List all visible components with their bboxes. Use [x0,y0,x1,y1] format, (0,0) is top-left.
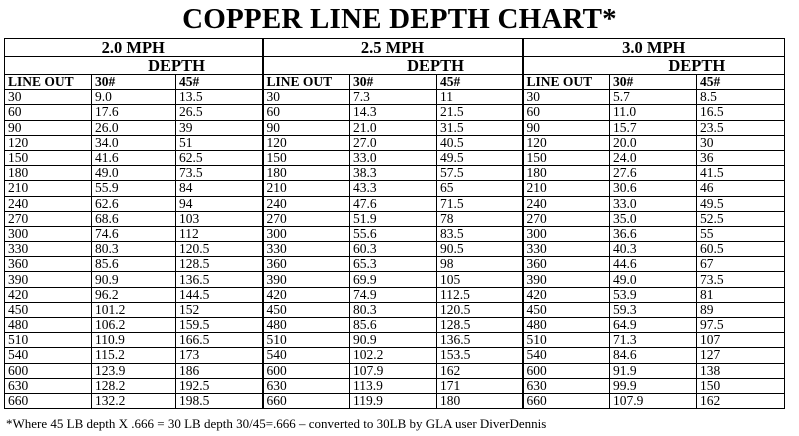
depth-header-spacer [5,57,92,75]
table-cell: 123.9 [92,363,176,378]
table-cell: 21.0 [350,120,437,135]
table-cell: 128.5 [437,318,523,333]
table-cell: 65.3 [350,257,437,272]
column-header-45lb: 45# [437,75,523,90]
table-cell: 480 [523,318,610,333]
table-cell: 510 [263,333,350,348]
table-cell: 84 [176,181,263,196]
table-cell: 60 [5,105,92,120]
table-cell: 23.5 [697,120,785,135]
table-cell: 36 [697,150,785,165]
table-cell: 480 [263,318,350,333]
table-cell: 40.3 [610,242,697,257]
table-cell: 30.6 [610,181,697,196]
table-cell: 41.6 [92,150,176,165]
table-row [5,166,785,181]
table-cell: 69.9 [350,272,437,287]
table-cell: 119.9 [350,393,437,408]
table-cell: 540 [263,348,350,363]
table-cell: 47.6 [350,196,437,211]
table-cell: 600 [523,363,610,378]
table-row [5,211,785,226]
table-cell: 136.5 [437,333,523,348]
table-cell: 30 [263,90,350,105]
table-cell: 11 [437,90,523,105]
table-cell: 150 [697,378,785,393]
table-cell: 71.3 [610,333,697,348]
table-cell: 330 [263,242,350,257]
table-cell: 240 [263,196,350,211]
table-cell: 49.0 [92,166,176,181]
table-row [5,287,785,302]
table-row [5,257,785,272]
table-cell: 300 [5,226,92,241]
table-cell: 38.3 [350,166,437,181]
table-cell: 60.5 [697,242,785,257]
table-cell: 192.5 [176,378,263,393]
table-cell: 210 [263,181,350,196]
table-cell: 85.6 [92,257,176,272]
table-cell: 26.0 [92,120,176,135]
table-cell: 171 [437,378,523,393]
table-cell: 27.6 [610,166,697,181]
table-cell: 450 [263,302,350,317]
column-header-line-out: LINE OUT [263,75,350,90]
table-cell: 55.6 [350,226,437,241]
table-cell: 46 [697,181,785,196]
table-cell: 600 [263,363,350,378]
table-cell: 65 [437,181,523,196]
table-cell: 630 [263,378,350,393]
column-header-line-out: LINE OUT [5,75,92,90]
table-cell: 15.7 [610,120,697,135]
column-header-30lb: 30# [92,75,176,90]
table-cell: 60 [523,105,610,120]
table-cell: 59.3 [610,302,697,317]
table-cell: 51.9 [350,211,437,226]
depth-table-container [4,38,784,409]
table-cell: 120.5 [176,242,263,257]
table-cell: 450 [523,302,610,317]
table-row [5,302,785,317]
table-cell: 107.9 [350,363,437,378]
table-cell: 180 [437,393,523,408]
table-row [5,378,785,393]
column-header-45lb: 45# [176,75,263,90]
column-header-30lb: 30# [350,75,437,90]
table-cell: 35.0 [610,211,697,226]
table-cell: 510 [5,333,92,348]
table-cell: 33.0 [350,150,437,165]
table-cell: 166.5 [176,333,263,348]
table-cell: 180 [5,166,92,181]
depth-header-row [5,57,785,75]
table-cell: 90.9 [92,272,176,287]
table-cell: 96.2 [92,287,176,302]
table-cell: 152 [176,302,263,317]
table-cell: 53.9 [610,287,697,302]
table-row [5,196,785,211]
table-cell: 198.5 [176,393,263,408]
table-cell: 107 [697,333,785,348]
table-cell: 128.2 [92,378,176,393]
table-cell: 20.0 [610,135,697,150]
table-cell: 81 [697,287,785,302]
depth-header: DEPTH [610,57,785,75]
table-cell: 51 [176,135,263,150]
table-cell: 150 [5,150,92,165]
table-row [5,90,785,105]
table-cell: 132.2 [92,393,176,408]
table-cell: 180 [263,166,350,181]
table-cell: 136.5 [176,272,263,287]
table-cell: 270 [5,211,92,226]
speed-header-row [5,39,785,57]
table-cell: 49.5 [697,196,785,211]
table-cell: 41.5 [697,166,785,181]
table-cell: 360 [263,257,350,272]
table-cell: 186 [176,363,263,378]
table-cell: 60.3 [350,242,437,257]
table-cell: 62.6 [92,196,176,211]
table-cell: 89 [697,302,785,317]
table-cell: 97.5 [697,318,785,333]
table-cell: 64.9 [610,318,697,333]
table-cell: 150 [263,150,350,165]
table-cell: 44.6 [610,257,697,272]
table-row [5,318,785,333]
table-row [5,242,785,257]
column-header-30lb: 30# [610,75,697,90]
table-cell: 62.5 [176,150,263,165]
table-cell: 43.3 [350,181,437,196]
table-cell: 120.5 [437,302,523,317]
table-cell: 450 [5,302,92,317]
table-cell: 112.5 [437,287,523,302]
table-cell: 120 [523,135,610,150]
table-cell: 26.5 [176,105,263,120]
table-cell: 115.2 [92,348,176,363]
speed-header: 2.0 MPH [5,39,263,57]
table-cell: 94 [176,196,263,211]
table-cell: 153.5 [437,348,523,363]
table-cell: 420 [523,287,610,302]
table-cell: 33.0 [610,196,697,211]
table-cell: 73.5 [176,166,263,181]
table-cell: 40.5 [437,135,523,150]
table-cell: 330 [5,242,92,257]
table-cell: 210 [523,181,610,196]
table-cell: 240 [5,196,92,211]
table-row [5,181,785,196]
table-row [5,150,785,165]
table-cell: 30 [523,90,610,105]
table-row [5,226,785,241]
table-cell: 98 [437,257,523,272]
table-cell: 270 [523,211,610,226]
table-row [5,120,785,135]
table-cell: 11.0 [610,105,697,120]
table-row [5,348,785,363]
table-cell: 90 [523,120,610,135]
table-cell: 162 [437,363,523,378]
table-row [5,333,785,348]
chart-title: COPPER LINE DEPTH CHART* [182,3,617,35]
table-cell: 9.0 [92,90,176,105]
table-cell: 36.6 [610,226,697,241]
table-cell: 84.6 [610,348,697,363]
table-cell: 60 [263,105,350,120]
depth-header: DEPTH [92,57,263,75]
table-cell: 90 [5,120,92,135]
table-cell: 159.5 [176,318,263,333]
table-cell: 600 [5,363,92,378]
table-cell: 540 [5,348,92,363]
table-cell: 80.3 [92,242,176,257]
table-cell: 57.5 [437,166,523,181]
table-cell: 210 [5,181,92,196]
table-row [5,135,785,150]
table-cell: 39 [176,120,263,135]
table-cell: 30 [5,90,92,105]
table-row [5,363,785,378]
table-cell: 173 [176,348,263,363]
table-cell: 180 [523,166,610,181]
table-cell: 55 [697,226,785,241]
table-cell: 113.9 [350,378,437,393]
table-row [5,105,785,120]
table-cell: 120 [5,135,92,150]
depth-header-spacer [523,57,610,75]
table-cell: 90 [263,120,350,135]
depth-header-spacer [263,57,350,75]
table-cell: 67 [697,257,785,272]
table-cell: 49.0 [610,272,697,287]
speed-header: 3.0 MPH [523,39,785,57]
speed-header: 2.5 MPH [263,39,523,57]
table-cell: 630 [5,378,92,393]
table-cell: 99.9 [610,378,697,393]
table-cell: 112 [176,226,263,241]
table-cell: 34.0 [92,135,176,150]
table-cell: 144.5 [176,287,263,302]
table-cell: 85.6 [350,318,437,333]
table-cell: 74.9 [350,287,437,302]
table-cell: 660 [5,393,92,408]
table-cell: 21.5 [437,105,523,120]
table-cell: 390 [263,272,350,287]
table-cell: 71.5 [437,196,523,211]
table-cell: 120 [263,135,350,150]
table-cell: 150 [523,150,610,165]
table-cell: 540 [523,348,610,363]
depth-table [4,38,785,409]
table-cell: 103 [176,211,263,226]
table-cell: 390 [523,272,610,287]
table-cell: 17.6 [92,105,176,120]
table-cell: 630 [523,378,610,393]
table-cell: 49.5 [437,150,523,165]
table-cell: 27.0 [350,135,437,150]
table-cell: 138 [697,363,785,378]
table-cell: 360 [5,257,92,272]
table-cell: 240 [523,196,610,211]
table-cell: 101.2 [92,302,176,317]
table-row [5,393,785,408]
table-cell: 16.5 [697,105,785,120]
table-cell: 90.5 [437,242,523,257]
table-cell: 7.3 [350,90,437,105]
table-cell: 107.9 [610,393,697,408]
table-cell: 83.5 [437,226,523,241]
table-cell: 24.0 [610,150,697,165]
table-cell: 660 [263,393,350,408]
column-header-row [5,75,785,90]
table-cell: 106.2 [92,318,176,333]
table-cell: 330 [523,242,610,257]
table-cell: 480 [5,318,92,333]
table-cell: 110.9 [92,333,176,348]
table-cell: 5.7 [610,90,697,105]
table-cell: 8.5 [697,90,785,105]
table-cell: 80.3 [350,302,437,317]
table-cell: 73.5 [697,272,785,287]
table-cell: 270 [263,211,350,226]
table-cell: 390 [5,272,92,287]
table-cell: 30 [697,135,785,150]
table-cell: 162 [697,393,785,408]
table-cell: 510 [523,333,610,348]
table-cell: 74.6 [92,226,176,241]
table-row [5,272,785,287]
footnote: *Where 45 LB depth X .666 = 30 LB depth 30/45=.666 – converted to 30LB by GLA user DiverDennis [6,416,547,431]
table-cell: 300 [263,226,350,241]
table-cell: 13.5 [176,90,263,105]
table-cell: 31.5 [437,120,523,135]
table-cell: 127 [697,348,785,363]
table-cell: 90.9 [350,333,437,348]
table-cell: 102.2 [350,348,437,363]
table-cell: 52.5 [697,211,785,226]
table-cell: 660 [523,393,610,408]
table-cell: 300 [523,226,610,241]
table-cell: 105 [437,272,523,287]
table-cell: 91.9 [610,363,697,378]
table-cell: 55.9 [92,181,176,196]
table-cell: 14.3 [350,105,437,120]
column-header-45lb: 45# [697,75,785,90]
table-cell: 420 [263,287,350,302]
table-cell: 420 [5,287,92,302]
table-cell: 78 [437,211,523,226]
table-cell: 68.6 [92,211,176,226]
table-cell: 128.5 [176,257,263,272]
column-header-line-out: LINE OUT [523,75,610,90]
table-cell: 360 [523,257,610,272]
depth-header: DEPTH [350,57,523,75]
